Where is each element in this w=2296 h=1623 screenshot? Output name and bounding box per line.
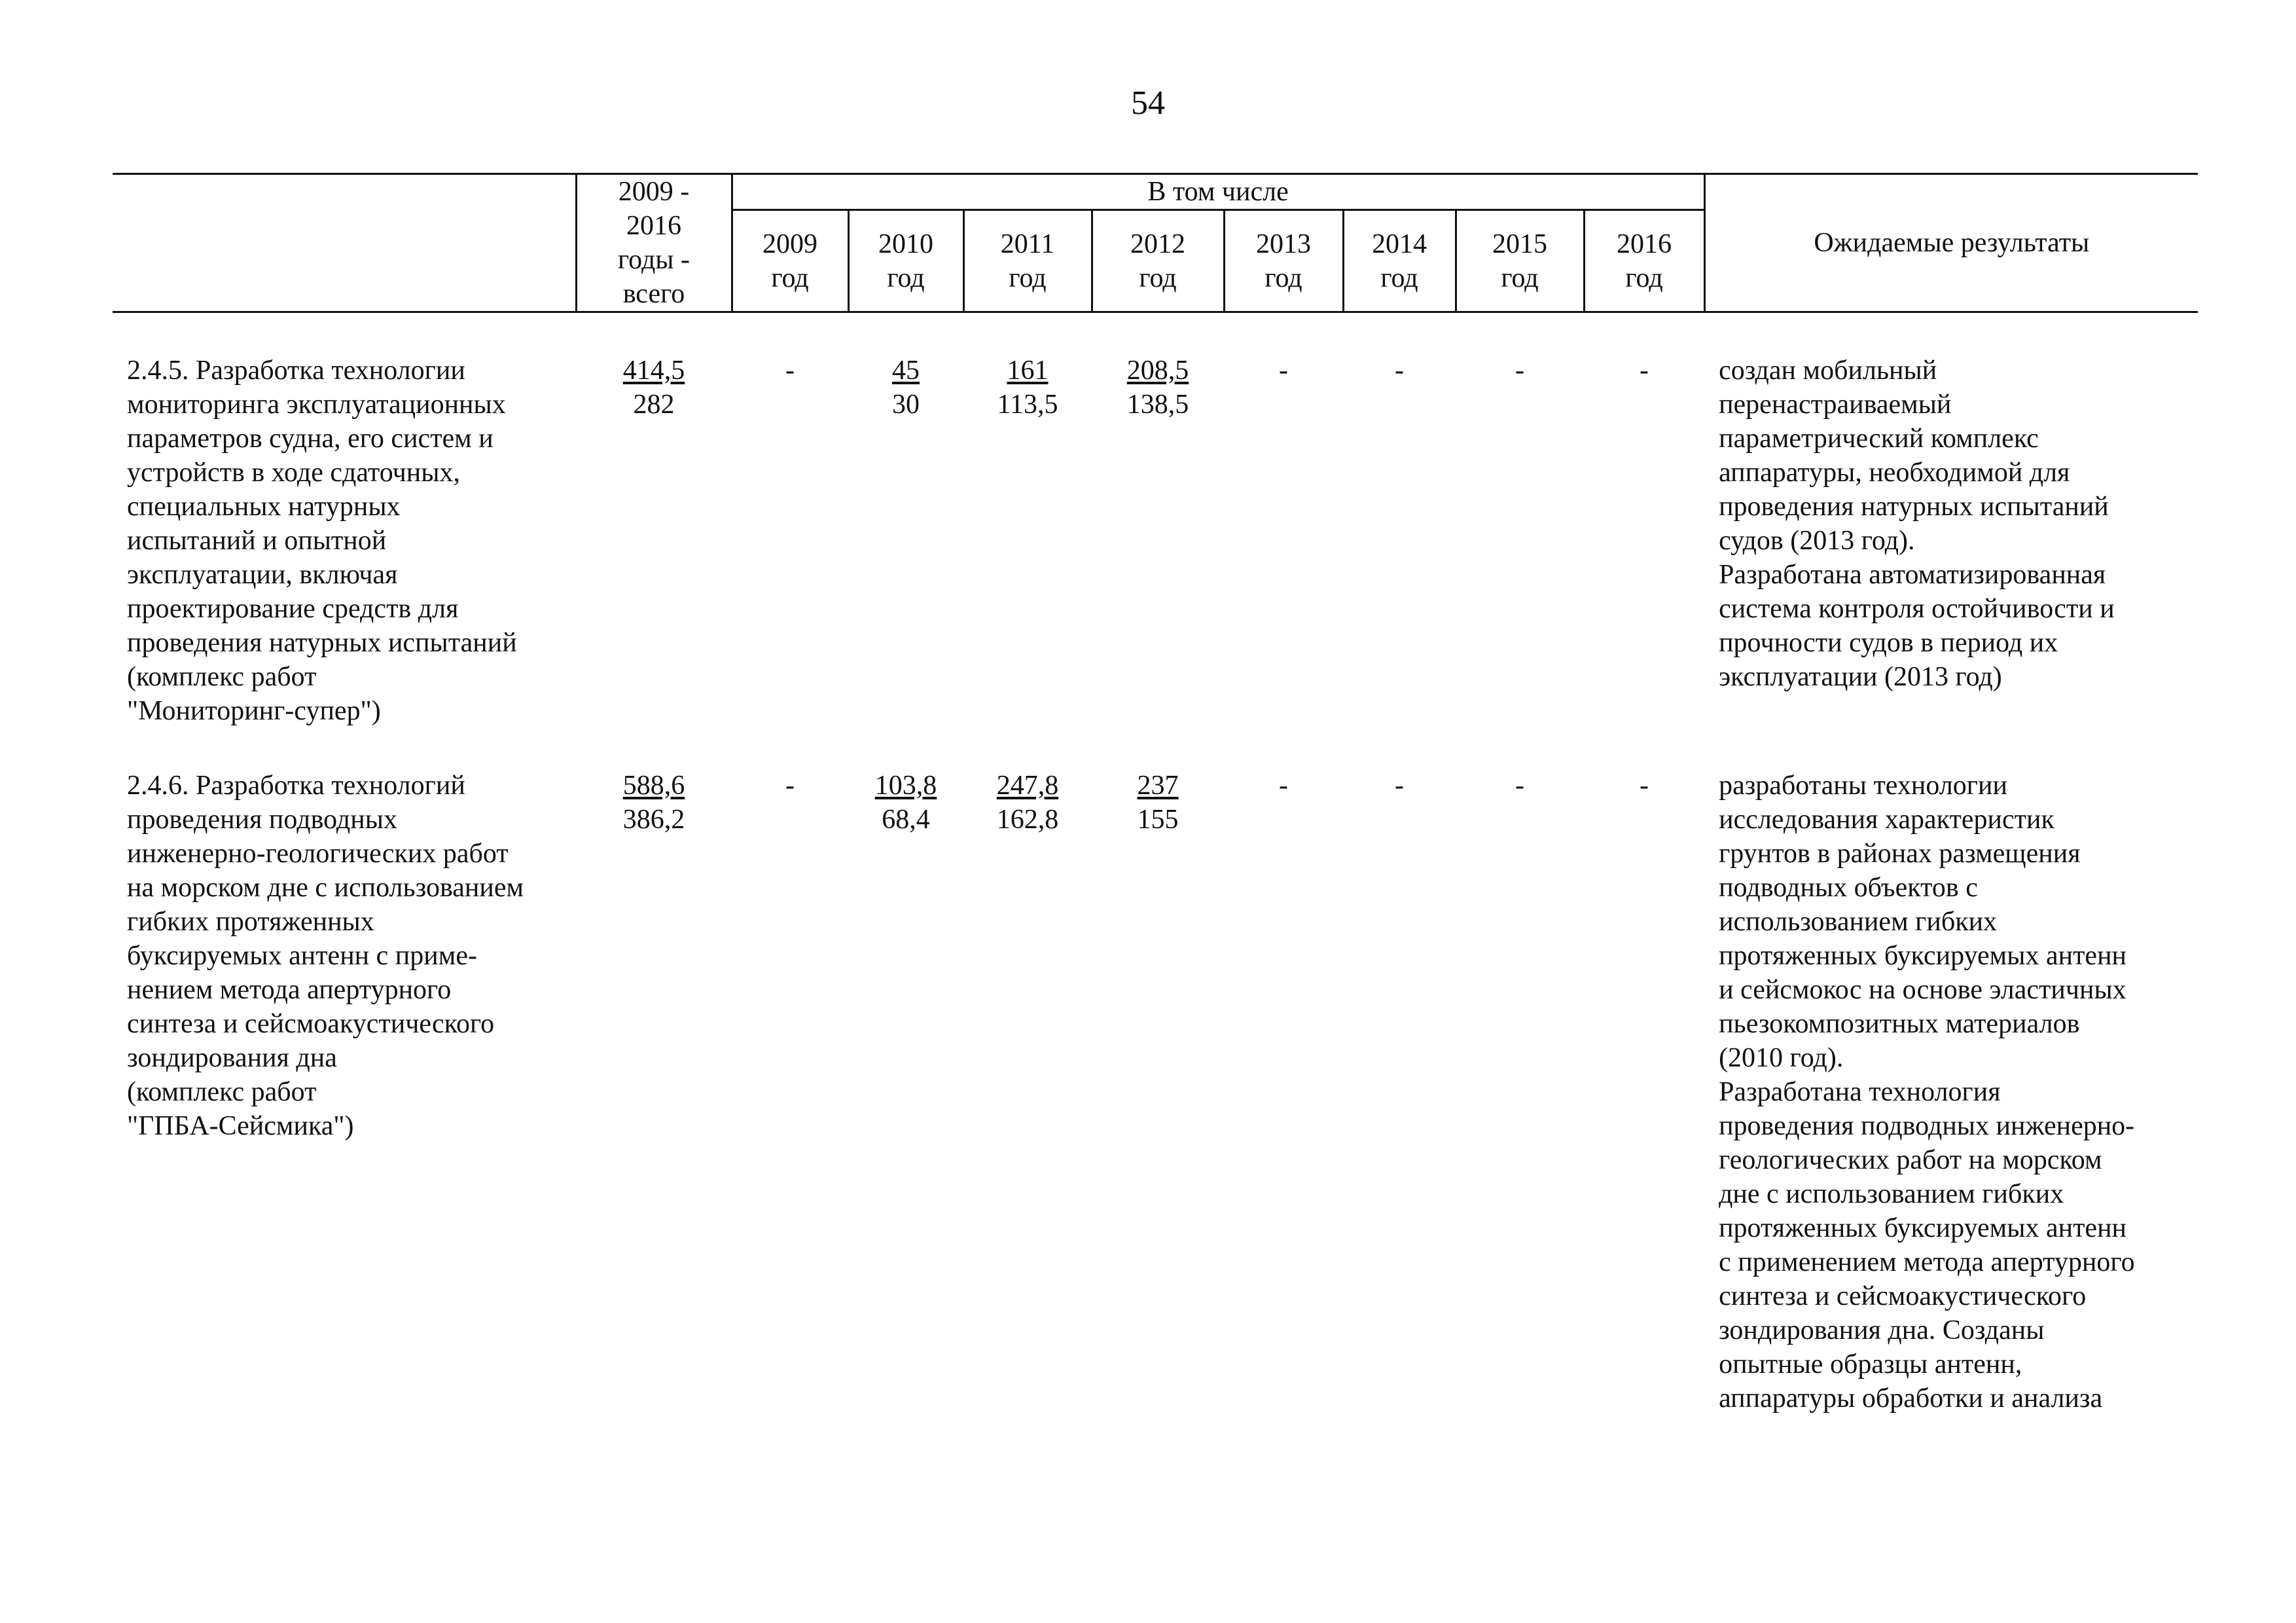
year-value: - — [1279, 356, 1288, 386]
year-cell-2009 — [732, 728, 848, 1415]
row-name-line: проведения подводных — [127, 805, 397, 835]
year-value: - — [785, 356, 795, 386]
row-result-cell — [1704, 312, 2198, 729]
header-year-2011: 2011 год — [963, 210, 1092, 312]
year-cell-2010 — [848, 728, 963, 1415]
result-line: создан мобильный — [1719, 356, 1937, 386]
result-line: аппаратуры обработки и анализа — [1719, 1383, 2103, 1413]
row-result-cell — [1704, 728, 2198, 1415]
row-total-cell — [576, 728, 732, 1415]
row-name-line: испытаний и опытной — [127, 526, 387, 556]
result-line: дне с использованием гибких — [1719, 1179, 2064, 1209]
year-value: 247,8 — [996, 771, 1059, 801]
row-name-line: проектирование средств для — [127, 594, 459, 624]
result-line: Разработана технология — [1719, 1077, 2001, 1107]
year-value: 45 — [892, 356, 920, 386]
year-cell-2011 — [963, 728, 1092, 1415]
year-value: 161 — [1007, 356, 1049, 386]
row-name-line: параметров судна, его систем и — [127, 424, 493, 454]
year-value: - — [1395, 771, 1404, 801]
year-value: 103,8 — [874, 771, 937, 801]
year-value: - — [1515, 771, 1524, 801]
year-cell-2015 — [1456, 312, 1584, 729]
header-year-2009: 2009 год — [732, 210, 848, 312]
year-subvalue: 68,4 — [882, 805, 930, 835]
row-name-line: гибких протяженных — [127, 907, 374, 937]
header-total-line: 2016 — [626, 211, 681, 241]
header-results-label: Ожидаемые результаты — [1814, 228, 2090, 258]
row-name-line: 2.4.6. Разработка технологий — [127, 771, 465, 801]
header-name-cell — [113, 174, 576, 312]
row-name-line: эксплуатации, включая — [127, 560, 398, 590]
table-row — [113, 312, 2198, 729]
result-line: (2010 год). — [1719, 1043, 1844, 1073]
header-including-cell — [732, 174, 1704, 210]
year-subvalue: 155 — [1137, 805, 1179, 835]
result-line: синтеза и сейсмоакустического — [1719, 1281, 2087, 1311]
year-cell-2016 — [1584, 312, 1704, 729]
year-cell-2012 — [1092, 312, 1224, 729]
header-year-2016: 2016 год — [1584, 210, 1704, 312]
year-cell-2012 — [1092, 728, 1224, 1415]
total-value: 588,6 — [622, 771, 685, 801]
year-subvalue: 113,5 — [997, 390, 1058, 420]
year-value: - — [1640, 771, 1649, 801]
result-line: разработаны технологии — [1719, 771, 2007, 801]
result-line: и сейсмокос на основе эластичных — [1719, 975, 2126, 1005]
result-line: использованием гибких — [1719, 907, 1998, 937]
row-name-cell — [113, 312, 576, 729]
year-cell-2015 — [1456, 728, 1584, 1415]
row-name-line: "Мониторинг-супер") — [127, 696, 381, 726]
result-line: судов (2013 год). — [1719, 526, 1915, 556]
year-value: - — [1279, 771, 1288, 801]
row-name-line: (комплекс работ — [127, 662, 317, 692]
result-line: зондирования дна. Созданы — [1719, 1315, 2045, 1345]
table-header — [113, 174, 2198, 312]
year-cell-2010 — [848, 312, 963, 729]
header-total-line: 2009 - — [618, 177, 690, 207]
result-line: аппаратуры, необходимой для — [1719, 458, 2070, 488]
year-value: - — [1395, 356, 1404, 386]
row-name-line: 2.4.5. Разработка технологии — [127, 356, 465, 386]
year-subvalue: 162,8 — [996, 805, 1059, 835]
result-line: проведения натурных испытаний — [1719, 492, 2109, 522]
year-value: 208,5 — [1126, 356, 1189, 386]
year-cell-2014 — [1343, 312, 1456, 729]
year-cell-2013 — [1224, 728, 1343, 1415]
result-line: проведения подводных инженерно- — [1719, 1111, 2135, 1141]
year-cell-2009 — [732, 312, 848, 729]
program-table — [113, 173, 2198, 1415]
year-cell-2011 — [963, 312, 1092, 729]
result-line: исследования характеристик — [1719, 805, 2054, 835]
header-total-line: годы - — [617, 245, 691, 275]
result-line: Разработана автоматизированная — [1719, 560, 2106, 590]
header-results-cell — [1704, 174, 2198, 312]
result-line: протяженных буксируемых антенн — [1719, 1213, 2127, 1243]
row-name-cell — [113, 728, 576, 1415]
result-line: прочности судов в период их — [1719, 628, 2058, 658]
row-name-line: специальных натурных — [127, 492, 401, 522]
page-number: 54 — [1131, 84, 1165, 122]
year-value: - — [1640, 356, 1649, 386]
header-including-label: В том числе — [1147, 177, 1289, 207]
row-name-line: проведения натурных испытаний — [127, 628, 517, 658]
header-year-2015: 2015 год — [1456, 210, 1584, 312]
year-subvalue: 138,5 — [1126, 390, 1189, 420]
header-total-cell — [576, 174, 732, 312]
result-line: опытные образцы антенн, — [1719, 1349, 2022, 1379]
result-line: параметрический комплекс — [1719, 424, 2039, 454]
result-line: эксплуатации (2013 год) — [1719, 662, 2002, 692]
row-name-line: буксируемых антенн с приме- — [127, 941, 477, 971]
total-value: 414,5 — [622, 356, 685, 386]
row-name-line: инженерно-геологических работ — [127, 839, 509, 869]
year-cell-2014 — [1343, 728, 1456, 1415]
row-name-line: синтеза и сейсмоакустического — [127, 1009, 495, 1039]
header-year-2012: 2012 год — [1092, 210, 1224, 312]
result-line: грунтов в районах размещения — [1719, 839, 2081, 869]
row-total-cell — [576, 312, 732, 729]
header-year-2013: 2013 год — [1224, 210, 1343, 312]
year-cell-2016 — [1584, 728, 1704, 1415]
total-subvalue: 386,2 — [622, 805, 685, 835]
row-name-line: нением метода апертурного — [127, 975, 452, 1005]
row-name-line: зондирования дна — [127, 1043, 337, 1073]
header-year-2014: 2014 год — [1343, 210, 1456, 312]
result-line: геологических работ на морском — [1719, 1145, 2102, 1175]
year-value: - — [785, 771, 795, 801]
year-value: 237 — [1137, 771, 1179, 801]
result-line: подводных объектов с — [1719, 873, 1978, 903]
row-name-line: устройств в ходе сдаточных, — [127, 458, 460, 488]
row-name-line: (комплекс работ — [127, 1077, 317, 1107]
row-name-line: мониторинга эксплуатационных — [127, 390, 506, 420]
table-body — [113, 312, 2198, 1416]
row-name-line: на морском дне с использованием — [127, 873, 524, 903]
result-line: система контроля остойчивости и — [1719, 594, 2115, 624]
header-year-2010: 2010 год — [848, 210, 963, 312]
year-value: - — [1515, 356, 1524, 386]
result-line: с применением метода апертурного — [1719, 1247, 2135, 1277]
result-line: пьезокомпозитных материалов — [1719, 1009, 2080, 1039]
total-subvalue: 282 — [633, 390, 675, 420]
table-row — [113, 728, 2198, 1415]
result-line: перенастраиваемый — [1719, 390, 1952, 420]
result-line: протяженных буксируемых антенн — [1719, 941, 2127, 971]
year-cell-2013 — [1224, 312, 1343, 729]
header-total-line: всего — [622, 279, 685, 309]
year-subvalue: 30 — [892, 390, 920, 420]
row-name-line: "ГПБА-Сейсмика") — [127, 1111, 354, 1141]
